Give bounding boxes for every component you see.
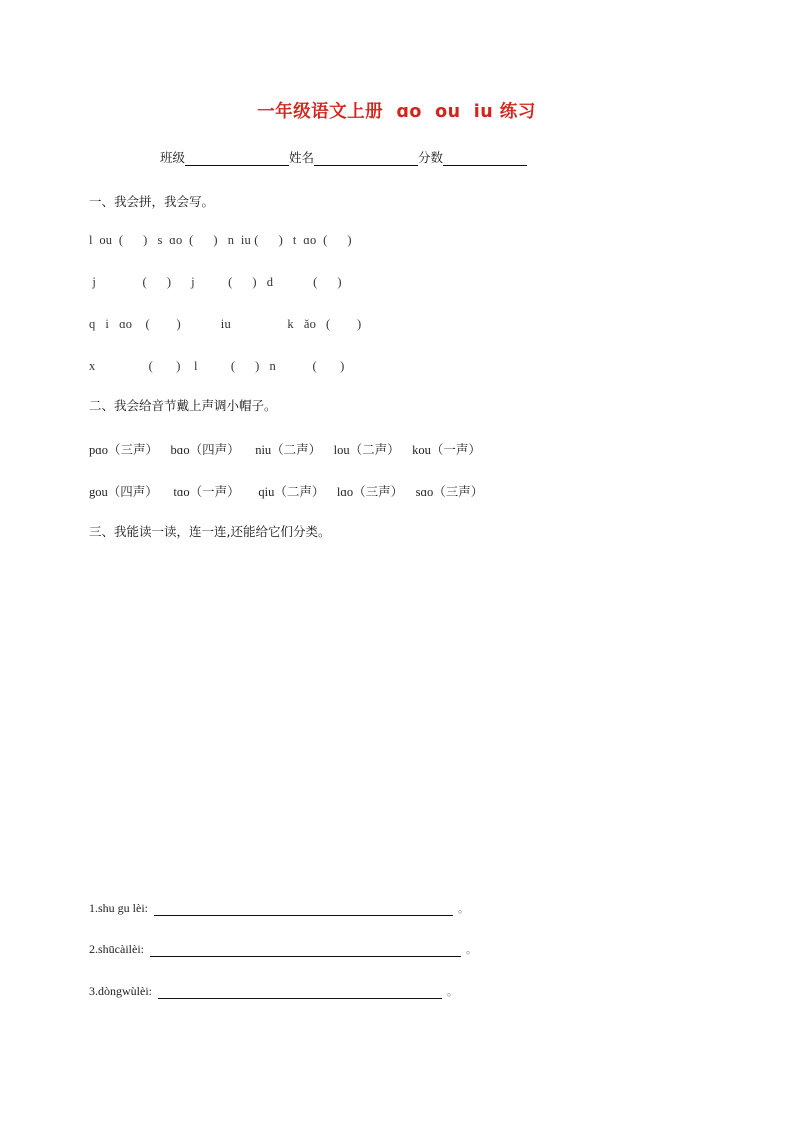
class-blank[interactable] bbox=[185, 152, 289, 166]
category-answer-blank[interactable] bbox=[154, 903, 453, 916]
section-heading-three: 三、我能读一读，连一连,还能给它们分类。 bbox=[89, 524, 331, 539]
category-answer-blank[interactable] bbox=[158, 986, 442, 999]
category-answer-row bbox=[89, 983, 458, 999]
category-period: 。 bbox=[465, 943, 477, 956]
score-label: 分数 bbox=[418, 150, 444, 165]
page-title: 一年级语文上册 ɑo ou iu 练习 bbox=[257, 102, 536, 122]
section-heading-two: 二、我会给音节戴上声调小帽子。 bbox=[89, 398, 277, 413]
category-period: 。 bbox=[458, 902, 469, 915]
matching-work-area bbox=[89, 552, 709, 882]
tone-exercise-row: pɑo（三声） bɑo（四声） niu（二声） lou（二声） kou（一声） bbox=[89, 443, 481, 457]
section-heading-one: 一、我会拼，我会写。 bbox=[89, 194, 215, 209]
pinyin-exercise-row: j ( ) j ( ) d ( ) bbox=[89, 275, 342, 289]
class-label: 班级 bbox=[160, 150, 186, 165]
tone-exercise-row: gou（四声） tɑo（一声） qiu（二声） lɑo（三声） sɑo（三声） bbox=[89, 485, 484, 499]
pinyin-exercise-row: x ( ) l ( ) n ( ) bbox=[89, 359, 345, 373]
score-blank[interactable] bbox=[443, 152, 527, 166]
name-blank[interactable] bbox=[314, 152, 418, 166]
category-label: 2.shūcàilèi: bbox=[89, 942, 144, 956]
category-label: 3.dòngwùlèi: bbox=[89, 984, 152, 998]
pinyin-exercise-row: q i ɑo ( ) iu k ǎo ( ) bbox=[89, 317, 362, 331]
name-label: 姓名 bbox=[289, 150, 315, 165]
category-label: 1.shu gu lèi: bbox=[89, 901, 148, 915]
category-period: 。 bbox=[447, 985, 458, 998]
student-info-line bbox=[160, 148, 527, 166]
pinyin-exercise-row: l ou ( ) s ɑo ( ) n iu ( ) t ɑo ( ) bbox=[89, 233, 352, 247]
category-answer-row bbox=[89, 900, 469, 916]
category-answer-row bbox=[89, 941, 477, 957]
category-answer-blank[interactable] bbox=[150, 944, 461, 957]
